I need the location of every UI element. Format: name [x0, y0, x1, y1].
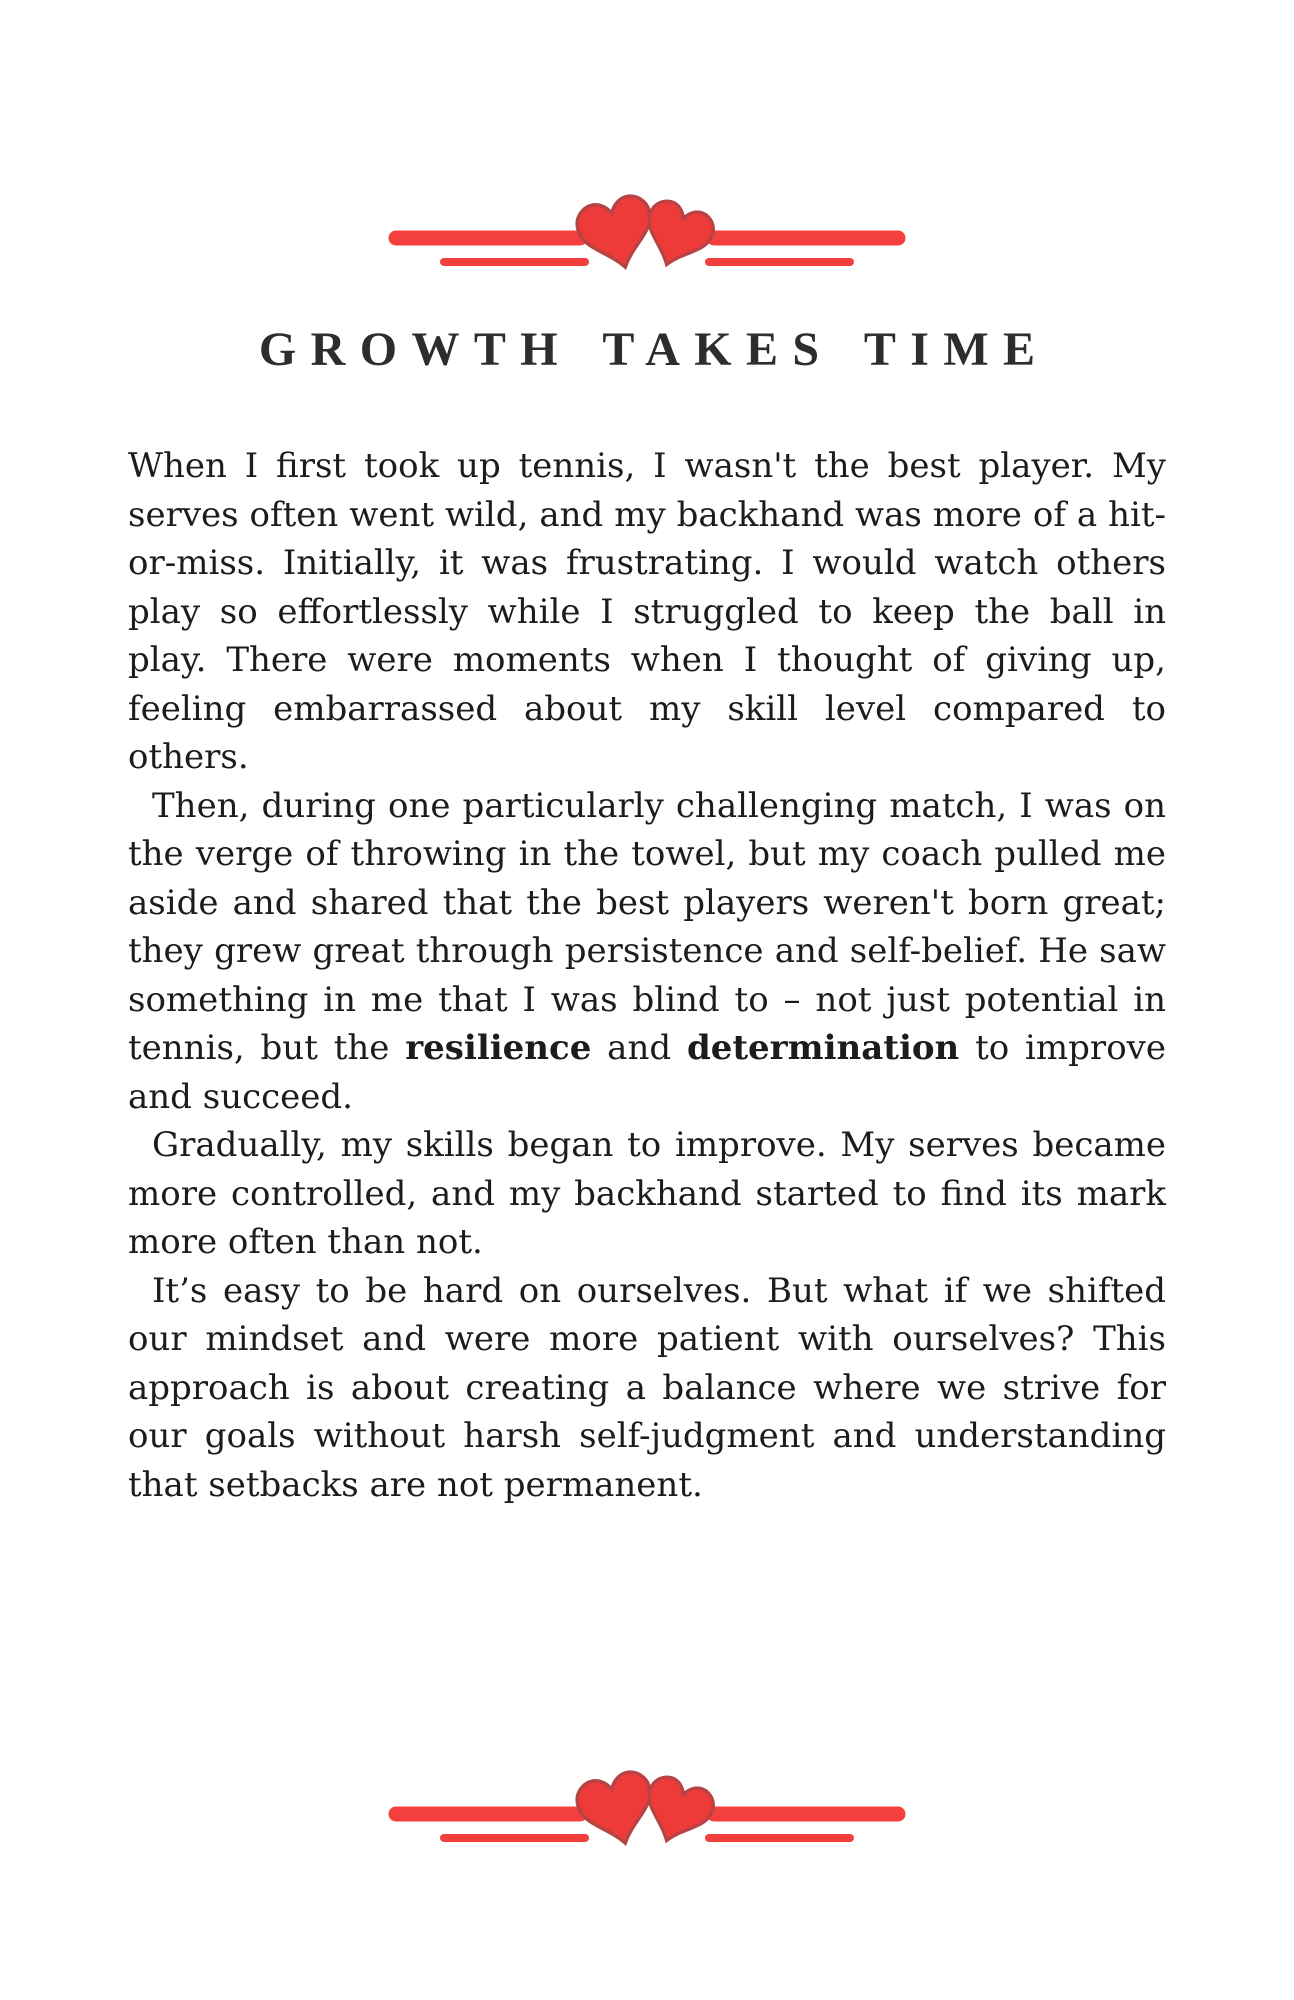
bold-text: determination [686, 1028, 960, 1068]
hearts-divider-bottom [386, 1768, 908, 1858]
bold-text: resilience [405, 1028, 592, 1068]
text-segment: Gradually, my skills began to improve. My serves became more controlled, and my backhand started to find its mark more often than not. [128, 1125, 1166, 1262]
text-segment: and [591, 1028, 687, 1068]
paragraph [128, 442, 1166, 782]
text-segment: When I first took up tennis, I wasn't the best player. My serves often went wild, and my backhand was more of a hit-or-miss. Initially, it was frustrating. I would watch others play so effortlessly while I struggled to keep the ball in play. There were moments when I thought of giving up, feeling embarrassed about my skill level compared to others. [128, 446, 1166, 777]
hearts-divider-top [386, 192, 908, 282]
page-title: GROWTH TAKES TIME [258, 323, 1050, 376]
paragraph [128, 782, 1166, 1122]
text-segment: to improve and succeed. [128, 1028, 1166, 1117]
text-segment: It’s easy to be hard on ourselves. But what if we shifted our mindset and were more patient with ourselves? This approach is about creating a balance where we strive for our goals without harsh self-judgment and understanding that setbacks are not permanent. [128, 1270, 1166, 1505]
paragraph [128, 1121, 1166, 1267]
paragraph [128, 1267, 1166, 1510]
text-segment: Then, during one particularly challenging match, I was on the verge of throwing in the towel, but my coach pulled me aside and shared that the best players weren't born great; they grew great through persistence and self-belief. He saw something in me that I was blind to – not just potential in tennis, but the [128, 785, 1166, 1068]
article-body [128, 442, 1166, 1509]
